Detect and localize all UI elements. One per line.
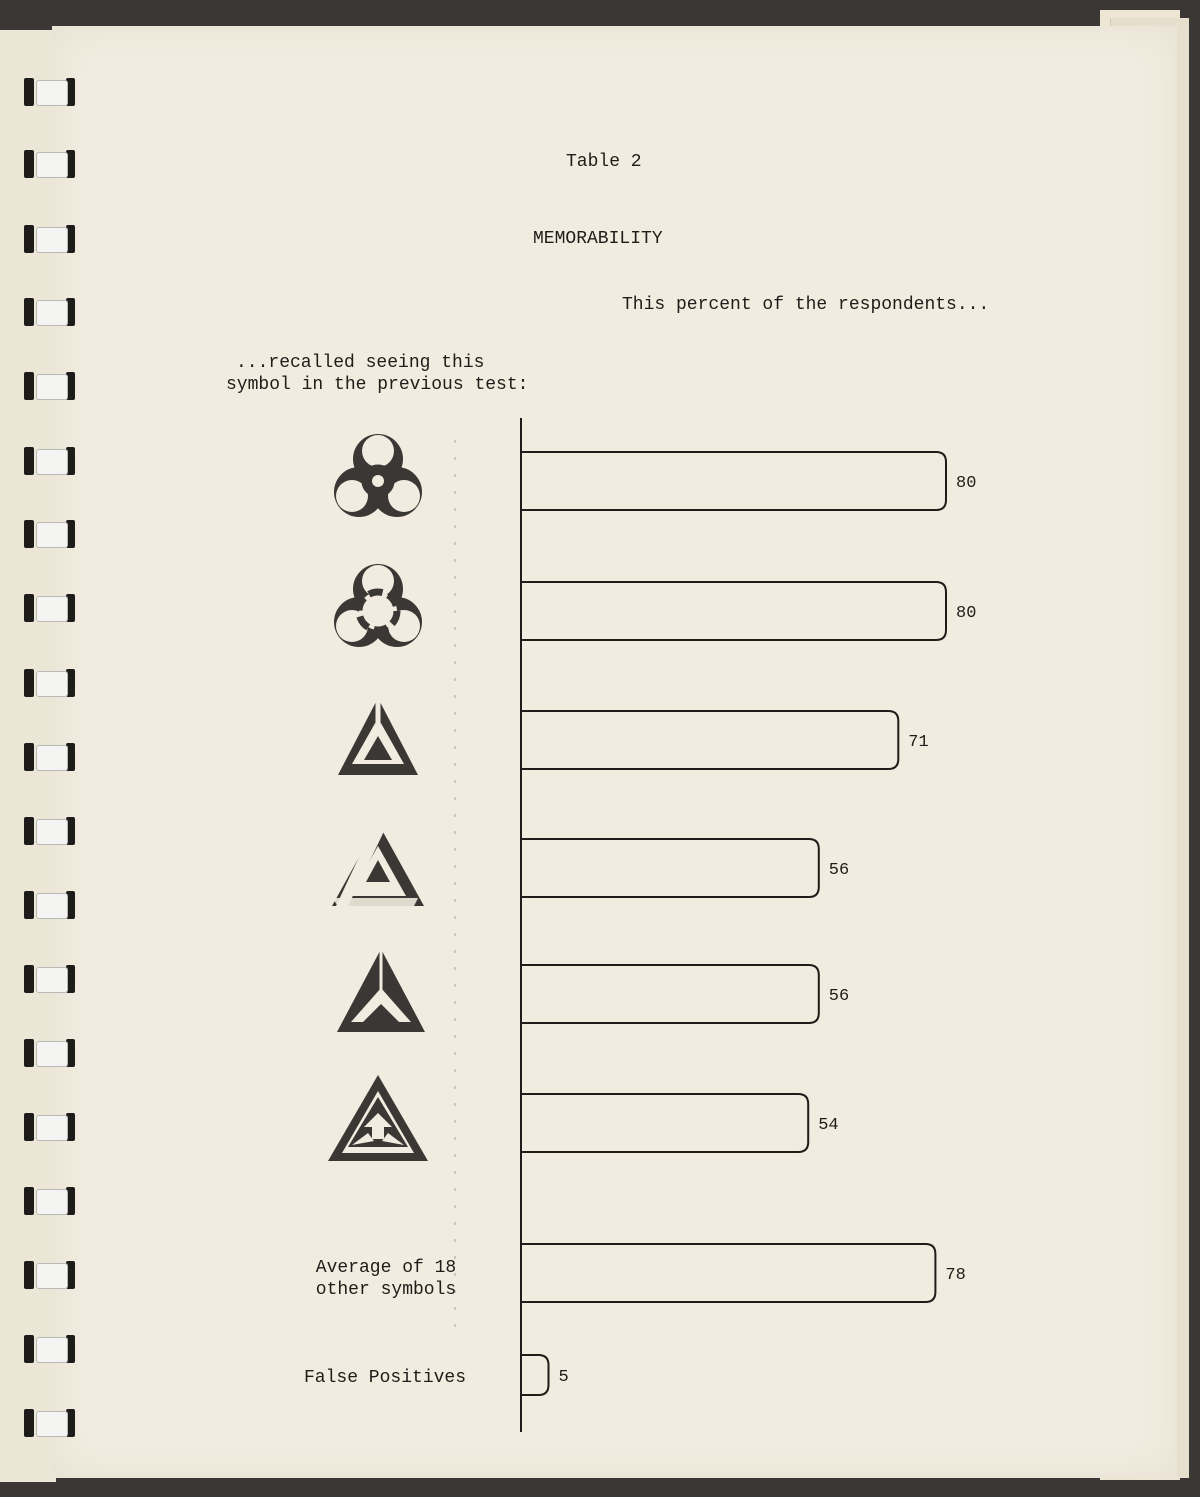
column-caption: This percent of the respondents... [622,295,990,315]
value-label-1: 80 [956,474,977,493]
row-caption-line1: ...recalled seeing this [236,353,485,373]
chart-title: MEMORABILITY [533,229,663,249]
false-positives-label: False Positives [304,1368,467,1388]
value-label-4: 56 [828,861,850,880]
bar-4 [522,839,819,897]
triangle-d-icon [328,1075,428,1161]
row-caption-line2: symbol in the previous test: [226,375,529,395]
value-label-7: 78 [945,1266,966,1285]
value-label-8: 5 [558,1368,569,1387]
table-label: Table 2 [566,152,642,172]
bar-1 [522,452,946,510]
bar-5 [522,965,819,1023]
biohazard-variant-icon [334,564,422,647]
bar-2 [522,582,946,640]
bar-3 [522,711,898,769]
bar-8 [522,1355,549,1395]
value-label-5: 56 [828,987,850,1006]
bar-7 [522,1244,935,1302]
triangle-b-icon [332,823,424,906]
triangle-c-icon [337,949,425,1032]
value-label-3: 71 [908,733,929,752]
value-label-2: 80 [956,604,977,623]
average-label-line1: Average of 18 [315,1258,457,1278]
bar-6 [522,1094,808,1152]
average-label-line2: other symbols [315,1280,457,1300]
biohazard-icon [334,434,422,517]
value-label-6: 54 [818,1116,839,1135]
triangle-a-icon [338,698,418,775]
